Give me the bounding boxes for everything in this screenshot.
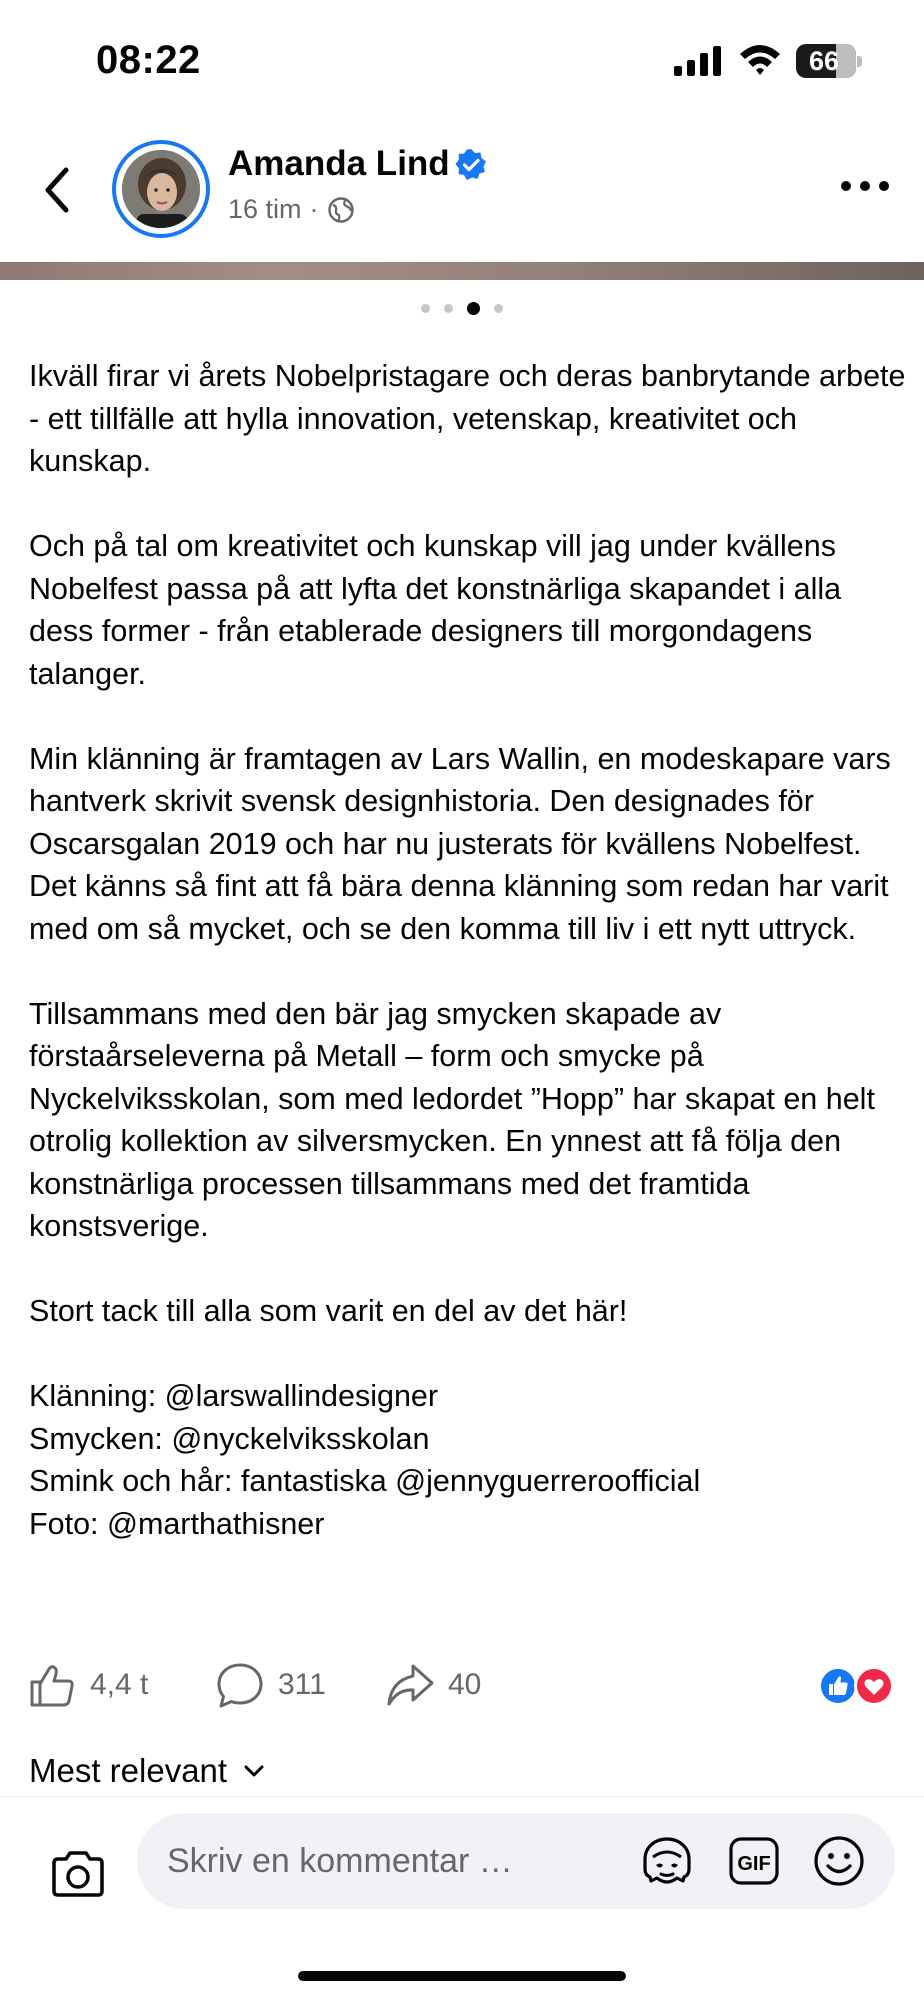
post-image[interactable] <box>0 262 924 280</box>
chevron-down-icon <box>239 1756 269 1786</box>
caption-gap <box>29 483 909 526</box>
pager-dot-active[interactable] <box>467 302 480 315</box>
comment-input[interactable] <box>167 1813 607 1909</box>
author-name[interactable]: Amanda Lind <box>228 144 450 183</box>
credit-jewelry[interactable]: Smycken: @nyckelviksskolan <box>29 1421 430 1456</box>
credit-makeup-hair[interactable]: Smink och hår: fantastiska @jennyguerreroofficial <box>29 1464 701 1498</box>
pager-dot[interactable] <box>494 304 503 313</box>
home-indicator <box>298 1971 626 1981</box>
gif-button[interactable] <box>727 1835 781 1887</box>
more-options-icon[interactable] <box>840 176 890 196</box>
avatar-sticker-icon[interactable] <box>639 1835 695 1887</box>
caption-gap <box>29 1333 909 1376</box>
caption-paragraph: Stort tack till alla som varit en del av det här! <box>29 1294 628 1328</box>
caption-paragraph: Ikväll firar vi årets Nobelpristagare och deras banbrytande arbete - ett tillfälle att hylla innovation, vetenskap, kreativitet och kunskap. <box>29 359 906 478</box>
battery-indicator <box>796 44 862 78</box>
battery-level: 66 <box>808 46 840 76</box>
like-icon <box>28 1661 76 1709</box>
status-bar <box>0 0 924 120</box>
like-count: 4,4 t <box>90 1668 149 1701</box>
cellular-signal-icon <box>674 46 722 76</box>
share-count: 40 <box>448 1668 482 1701</box>
caption-gap <box>29 695 909 738</box>
pager-dot[interactable] <box>421 304 430 313</box>
credit-photo[interactable]: Foto: @marthathisner <box>29 1506 325 1541</box>
emoji-icon[interactable] <box>811 1833 867 1889</box>
status-time: 08:22 <box>96 38 201 82</box>
share-button[interactable] <box>386 1660 481 1710</box>
camera-icon[interactable] <box>48 1847 108 1903</box>
comment-sort-dropdown[interactable] <box>29 1746 269 1796</box>
like-reaction-icon <box>818 1666 858 1706</box>
gif-label: GIF <box>737 1853 771 1875</box>
reactions-summary[interactable] <box>818 1666 898 1706</box>
post-header <box>0 130 924 260</box>
love-reaction-icon <box>854 1666 894 1706</box>
globe-icon <box>327 196 355 224</box>
caption-gap <box>29 1248 909 1291</box>
avatar-photo <box>122 150 200 228</box>
caption-paragraph: Min klänning är framtagen av Lars Wallin, en modeskapare vars hantverk skrivit svensk designhistoria. Den designades för Oscarsgalan 2019 och har nu justerats för kvällens Nobelfest. Det känns så fint att få bära denna klänning som redan har varit med om så mycket, och se den komma till liv i ett nytt uttryck. <box>29 741 891 946</box>
meta-separator: · <box>309 194 319 224</box>
back-arrow-icon[interactable] <box>36 160 76 220</box>
author-avatar[interactable] <box>112 140 210 238</box>
comment-count: 311 <box>278 1668 326 1701</box>
comment-icon <box>216 1661 264 1709</box>
caption-paragraph: Och på tal om kreativitet och kunskap vill jag under kvällens Nobelfest passa på att lyfta det konstnärliga skapandet i alla dess former - från etablerade designers till morgondagens talanger. <box>29 529 842 691</box>
post-actions <box>0 1660 924 1710</box>
credit-dress[interactable]: Klänning: @larswallindesigner <box>29 1379 439 1413</box>
pager-dot[interactable] <box>444 304 453 313</box>
carousel-pager <box>0 300 924 316</box>
caption-paragraph: Tillsammans med den bär jag smycken skapade av förstaårseleverna på Metall – form och smycke på Nyckelviksskolan, som med ledordet ”Hopp” har skapat en helt otrolig kollektion av silversmycken. En ynnest att få följa den konstnärliga processen tillsammans med det framtida konstsverige. <box>29 996 875 1243</box>
caption-gap <box>29 950 909 993</box>
comment-box[interactable] <box>137 1813 895 1909</box>
comment-button[interactable] <box>216 1660 326 1710</box>
sort-label: Mest relevant <box>29 1752 228 1789</box>
like-button[interactable] <box>28 1660 148 1710</box>
post-caption <box>29 355 909 1545</box>
gif-icon <box>727 1835 781 1887</box>
wifi-icon <box>738 42 782 76</box>
share-icon <box>386 1661 434 1709</box>
post-meta <box>228 194 355 225</box>
verified-badge-icon <box>454 148 488 182</box>
post-time[interactable]: 16 tim <box>228 194 302 224</box>
comment-composer <box>0 1796 924 2000</box>
